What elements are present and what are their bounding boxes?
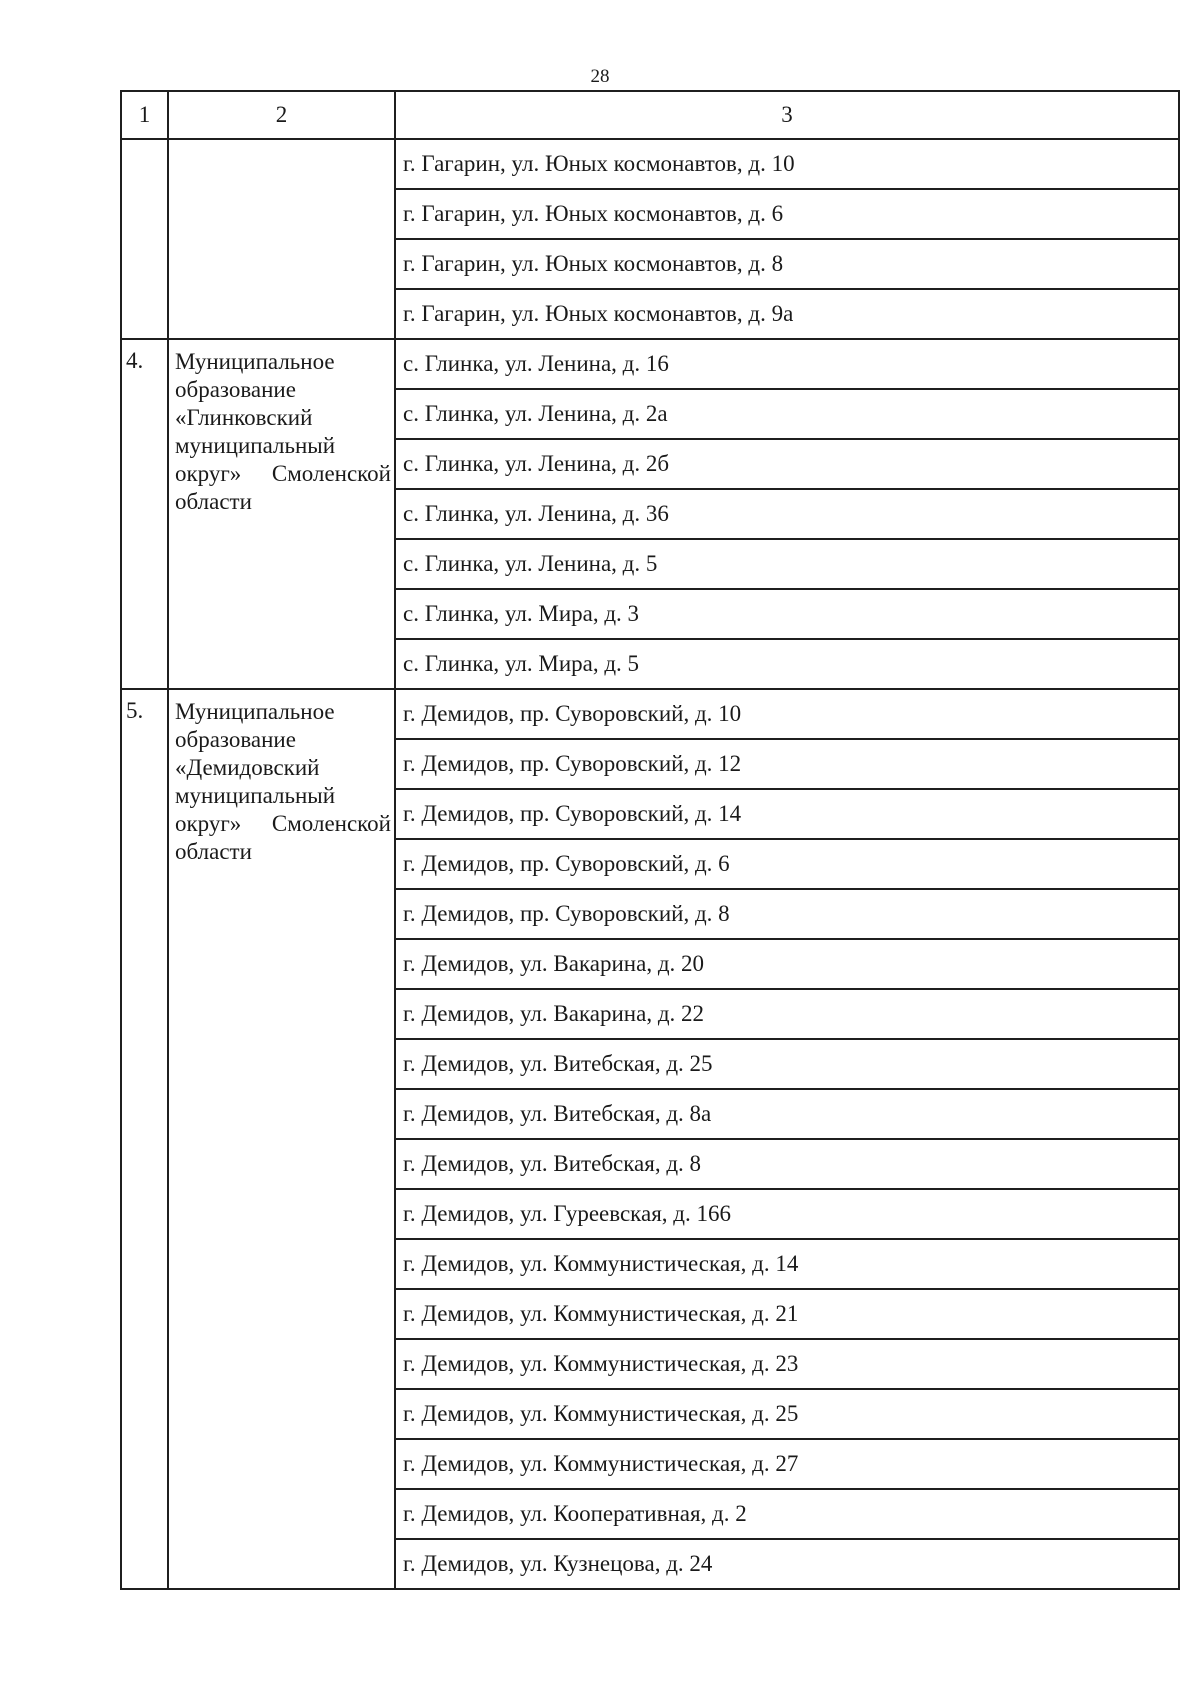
table-row xyxy=(121,689,1179,739)
organization-name-line: муниципальный xyxy=(175,783,336,808)
organization-name-line: образование xyxy=(175,727,296,752)
address-cell: г. Демидов, пр. Суворовский, д. 6 xyxy=(395,839,1179,889)
organization-cell xyxy=(168,339,395,689)
organization-name-line: Муниципальное xyxy=(175,349,335,374)
table-body xyxy=(121,139,1179,1589)
address-cell: г. Демидов, ул. Гуреевская, д. 166 xyxy=(395,1189,1179,1239)
address-cell: г. Демидов, ул. Кооперативная, д. 2 xyxy=(395,1489,1179,1539)
column-header-3: 3 xyxy=(395,91,1179,139)
address-cell: г. Демидов, ул. Кузнецова, д. 24 xyxy=(395,1539,1179,1589)
address-cell: г. Демидов, пр. Суворовский, д. 8 xyxy=(395,889,1179,939)
organization-name-line: «Демидовский xyxy=(175,755,320,780)
address-cell: г. Демидов, ул. Вакарина, д. 20 xyxy=(395,939,1179,989)
page-number: 28 xyxy=(590,66,610,87)
address-cell: с. Глинка, ул. Мира, д. 3 xyxy=(395,589,1179,639)
address-cell: г. Демидов, ул. Витебская, д. 8 xyxy=(395,1139,1179,1189)
organization-name-line: муниципальный xyxy=(175,433,336,458)
organization-name-line: округ» Смоленской xyxy=(175,811,391,836)
address-cell: с. Глинка, ул. Мира, д. 5 xyxy=(395,639,1179,689)
address-cell: г. Демидов, ул. Витебская, д. 25 xyxy=(395,1039,1179,1089)
address-cell: г. Демидов, ул. Коммунистическая, д. 27 xyxy=(395,1439,1179,1489)
address-cell: г. Демидов, ул. Коммунистическая, д. 14 xyxy=(395,1239,1179,1289)
column-header-2: 2 xyxy=(168,91,395,139)
address-table xyxy=(120,90,1180,1590)
address-cell: г. Демидов, пр. Суворовский, д. 14 xyxy=(395,789,1179,839)
address-cell: г. Демидов, ул. Витебская, д. 8а xyxy=(395,1089,1179,1139)
organization-name-line: Муниципальное xyxy=(175,699,335,724)
table-row xyxy=(121,339,1179,389)
address-cell: с. Глинка, ул. Ленина, д. 2а xyxy=(395,389,1179,439)
organization-name-line: округ» Смоленской xyxy=(175,461,391,486)
address-cell: г. Гагарин, ул. Юных космонавтов, д. 10 xyxy=(395,139,1179,189)
column-header-1: 1 xyxy=(121,91,168,139)
organization-name-line: «Глинковский xyxy=(175,405,313,430)
table-row xyxy=(121,139,1179,189)
address-cell: г. Демидов, ул. Вакарина, д. 22 xyxy=(395,989,1179,1039)
address-cell: г. Демидов, ул. Коммунистическая, д. 25 xyxy=(395,1389,1179,1439)
address-cell: г. Демидов, пр. Суворовский, д. 12 xyxy=(395,739,1179,789)
address-cell: г. Гагарин, ул. Юных космонавтов, д. 8 xyxy=(395,239,1179,289)
address-cell: с. Глинка, ул. Ленина, д. 5 xyxy=(395,539,1179,589)
number-cell xyxy=(121,139,168,339)
address-cell: с. Глинка, ул. Ленина, д. 2б xyxy=(395,439,1179,489)
header-row xyxy=(121,91,1179,139)
organization-name-line: области xyxy=(175,839,252,864)
organization-name-line: области xyxy=(175,489,252,514)
address-cell: г. Гагарин, ул. Юных космонавтов, д. 9а xyxy=(395,289,1179,339)
number-cell: 4. xyxy=(121,339,168,689)
organization-cell xyxy=(168,689,395,1589)
address-cell: г. Демидов, пр. Суворовский, д. 10 xyxy=(395,689,1179,739)
address-cell: г. Гагарин, ул. Юных космонавтов, д. 6 xyxy=(395,189,1179,239)
address-cell: г. Демидов, ул. Коммунистическая, д. 21 xyxy=(395,1289,1179,1339)
address-cell: с. Глинка, ул. Ленина, д. 16 xyxy=(395,339,1179,389)
number-cell: 5. xyxy=(121,689,168,1589)
address-cell: г. Демидов, ул. Коммунистическая, д. 23 xyxy=(395,1339,1179,1389)
organization-cell xyxy=(168,139,395,339)
organization-name-line: образование xyxy=(175,377,296,402)
address-cell: с. Глинка, ул. Ленина, д. 36 xyxy=(395,489,1179,539)
